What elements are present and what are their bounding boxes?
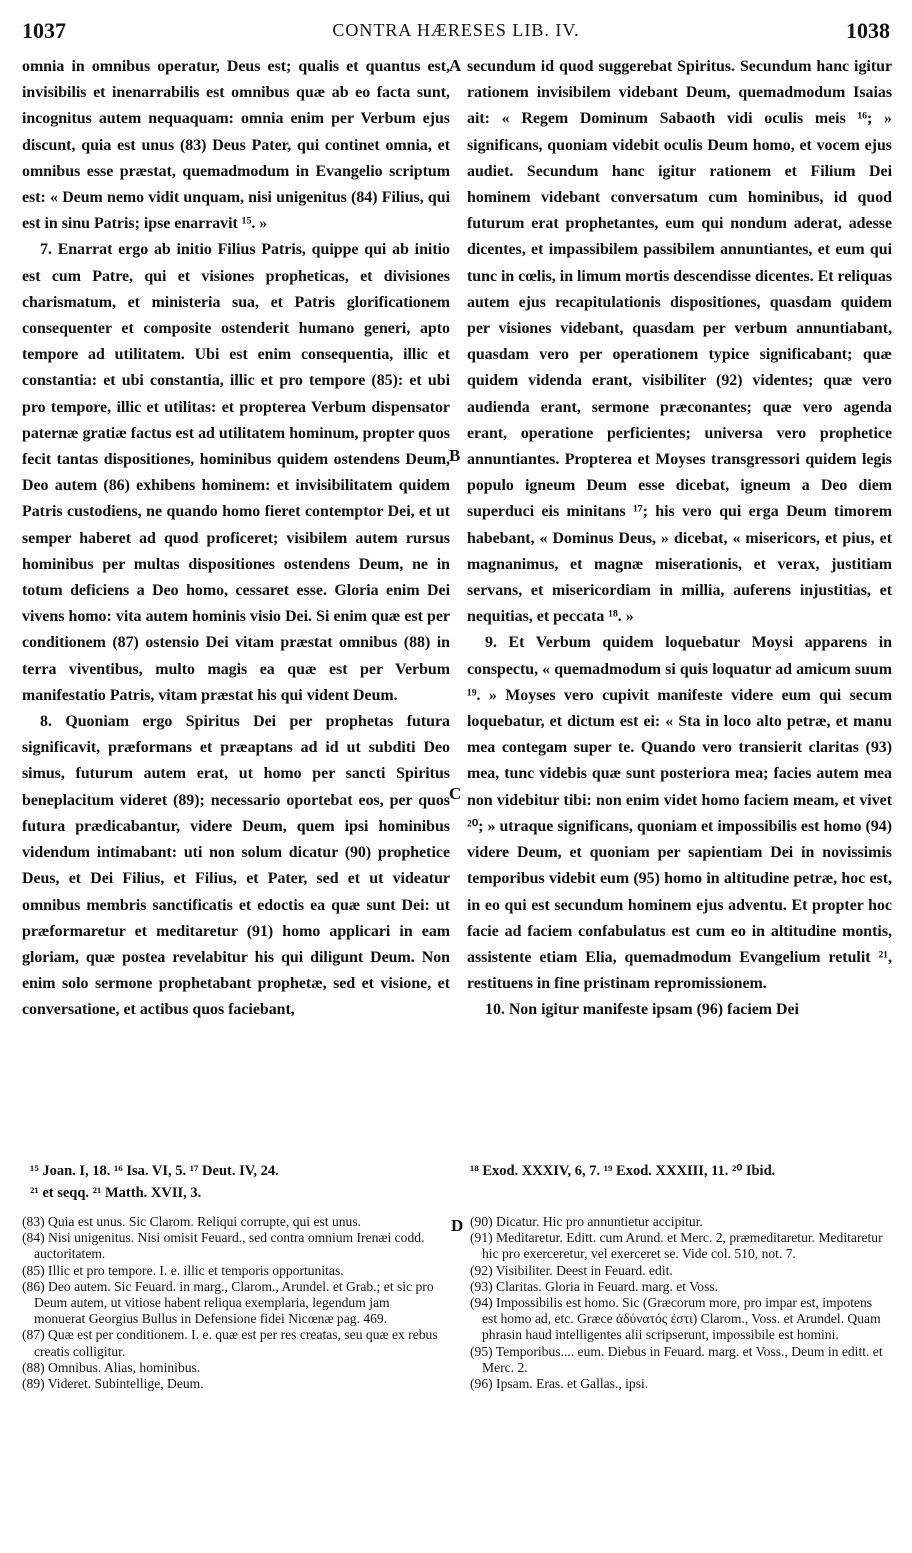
note: (86) Deo autem. Sic Feuard. in marg., Clarom., Arundel. et Grab.; et sic pro Deum autem, ut vitiose habent reliqua exemplaria, legendum jam monuerat Georgius Bullus in Defensione fidei Nicœnæ pag. 469. [22, 1278, 434, 1327]
note: (93) Claritas. Gloria in Feuard. marg. et Voss. [470, 1278, 719, 1294]
margin-letter-a: A [449, 56, 462, 75]
paragraph: 7. Enarrat ergo ab initio Filius Patris, quippe qui ab initio est cum Patre, qui et visiones propheticas, et divisiones charismatum, et ministeria sua, et Patris glorificationem consequenter et composite ostenderit humano generi, apto tempore ad utilitatem. Ubi est enim consequentia, illic et constantia: et ubi constantia, illic et pro tempore (85): et ubi pro tempore, illic et utilitas: et propterea Verbum dispensator paternæ gratiæ factus est ad utilitatem hominum, propter quos fecit tantas dispositiones, hominibus quidem ostendens Deum, Deo autem (86) exhibens hominem: et invisibilitatem quidem Patris custodiens, ne quando homo fieret contemptor Dei, et ut semper haberet ad quod proficeret; visibilem autem rursus hominibus per multas dispositiones ostendens Deum, ne in totum deficiens a Deo homo, cessaret esse. Gloria enim Dei vivens homo: vita autem hominis visio Dei. Si enim quæ est per conditionem (87) ostensio Dei vitam præstat omnibus (88) in terra viventibus, multo magis ea quæ est per Verbum manifestatio Patris, vitam præstat his qui vident Deum. [22, 241, 450, 704]
margin-letter-c: C [449, 784, 462, 803]
note: (89) Videret. Subintellige, Deum. [22, 1376, 204, 1392]
refs-left-cont: ²¹ et seqq. ²¹ Matth. XVII, 3. [30, 1185, 202, 1201]
notes-left-column [22, 1214, 442, 1392]
margin-letter-d: D [451, 1216, 464, 1235]
page-header [22, 18, 890, 46]
right-text-column [467, 54, 892, 1024]
note: (90) Dicatur. Hic pro annuntietur accipitur. [470, 1214, 703, 1229]
note: (87) Quæ est per conditionem. I. e. quæ est per res creatas, seu quæ ex rebus creatis colligitur. [22, 1327, 438, 1359]
note: (85) Illic et pro tempore. I. e. illic et temporis opportunitas. [22, 1262, 344, 1278]
note: (95) Temporibus.... eum. Diebus in Feuard. marg. et Voss., Deum in editt. et Merc. 2. [470, 1343, 883, 1375]
paragraph: secundum id quod suggerebat Spiritus. Secundum hanc igitur rationem invisibilem videbant Deum, quemadmodum Isaias ait: « Regem Dominum Sabaoth vidi oculis meis ¹⁶; » significans, quoniam videbit oculis Deum homo, et vocem ejus audiet. Secundum hanc igitur rationem et Filium Dei hominem videbant conversatum cum hominibus, id quod futurum erat prophetantes, eum qui nondum aderat, adesse dicentes, et impassibilem passibilem annuntiantes, et eum qui tunc in cœlis, in limum mortis descendisse dicentes. Et reliquas autem ejus recapitulationis dispositiones, quasdam quidem per visiones videbant, quasdam per verbum annuntiabant, quasdam vero per operationem typice significabant; quæ quidem videnda erant, visibiliter (92) videntes; quæ vero audienda erant, sermone præconantes; quæ vero agenda erant, operatione perficientes; universa vero prophetice annuntiantes. Propterea et Moyses transgressori quidem legis populo igneum Deum esse dicebat, igneum a Deo diem superduci eis minitans ¹⁷; his vero qui erga Deum timorem habebant, « Dominus Deus, » dicebat, « misericors, et pius, et magnanimus, et magnæ miserationis, et verax, justitiam servans, et misericordiam in millia, auferens injustitias, et nequitias, et peccata ¹⁸. » [467, 58, 892, 626]
paragraph: 10. Non igitur manifeste ipsam (96) faciem Dei [485, 1001, 799, 1019]
left-page-number: 1037 [22, 18, 66, 43]
note: (83) Quia est unus. Sic Clarom. Reliqui corrupte, qui est unus. [22, 1214, 362, 1229]
paragraph: 9. Et Verbum quidem loquebatur Moysi apparens in conspectu, « quemadmodum si quis loquatur ad amicum suum ¹⁹. » Moyses vero cupivit manifeste videre eum qui secum loquebatur, et dictum est ei: « Sta in loco alto petræ, et manu mea contegam super te. Quando vero transierit claritas (93) mea, tunc videbis quæ sunt posteriora mea; facies autem mea non videbitur tibi: non enim videt homo faciem meam, et vivet ²⁰; » utraque significans, quoniam et impossibilis est homo (94) videre Deum, et quoniam per sapientiam Dei in novissimis temporibus videbit eum (95) homo in altitudine petræ, hoc est, in eo qui est secundum hominem ejus adventu. Et propter hoc facie ad faciem confabulatus est cum eo in altitudine montis, assistente etiam Elia, quemadmodum Evangelium retulit ²¹, restituens in fine pristinam repromissionem. [467, 634, 892, 993]
running-title: CONTRA HÆRESES LIB. IV. [332, 20, 580, 40]
note: (88) Omnibus. Alias, hominibus. [22, 1359, 201, 1375]
margin-letter-b: B [449, 446, 461, 465]
notes-right-column [470, 1214, 890, 1392]
note: (96) Ipsam. Eras. et Gallas., ipsi. [470, 1376, 649, 1392]
note: (91) Meditaretur. Editt. cum Arund. et Merc. 2, præmeditaretur. Meditaretur hic pro exerceretur, vel exerceret se. Vide col. 510, not. 7. [470, 1230, 883, 1262]
refs-left: ¹⁵ Joan. I, 18. ¹⁶ Isa. VI, 5. ¹⁷ Deut. IV, 24. [30, 1163, 279, 1179]
note: (84) Nisi unigenitus. Nisi omisit Feuard., sed contra omnium Irenæi codd. auctoritatem. [22, 1230, 425, 1262]
paragraph: omnia in omnibus operatur, Deus est; qualis et quantus est, invisibilis et inenarrabilis est omnibus quæ ab eo facta sunt, incognitus autem nequaquam: omnia enim per Verbum ejus discunt, quia est unus (83) Deus Pater, qui continet omnia, et omnibus esse præstat, quemadmodum in Evangelio scriptum est: « Deum nemo vidit unquam, nisi unigenitus (84) Filius, qui est in sinu Patris; ipse enarravit ¹⁵. » [22, 58, 450, 233]
paragraph: 8. Quoniam ergo Spiritus Dei per prophetas futura significavit, præformans et præaptans ad id ut subditi Deo simus, futurum autem erat, ut homo per sancti Spiritus beneplacitum videret (89); necessario oportebat eos, per quos futura prædicabantur, videre Deum, quem ipsi hominibus videndum intimabant: uti non solum dicatur (90) prophetice Deus, et Dei Filius, et Filius, et Pater, sed et ut videatur omnibus membris sanctificatis et edoctis ea quæ sunt Dei: ut præformaretur et meditaretur (91) homo applicari in eam gloriam, quæ postea revelabitur his qui diligunt Deum. Non enim solo sermone prophetabant prophetæ, sed et visione, et conversatione, et actibus quos faciebant, [22, 713, 450, 1019]
note: (94) Impossibilis est homo. Sic (Græcorum more, pro impar est, impotens est homo ad, etc. Græce ἀδύνατός ἐστι) Clarom., Voss. et Arundel. Quam phrasin haud intelligentes alii scripserunt, impossibile est homini. [470, 1295, 881, 1343]
note: (92) Visibiliter. Deest in Feuard. edit. [470, 1262, 673, 1278]
left-text-column [22, 54, 450, 1024]
refs-right: ¹⁸ Exod. XXXIV, 6, 7. ¹⁹ Exod. XXXIII, 11. ²⁰ Ibid. [470, 1163, 776, 1179]
right-page-number: 1038 [846, 18, 890, 43]
